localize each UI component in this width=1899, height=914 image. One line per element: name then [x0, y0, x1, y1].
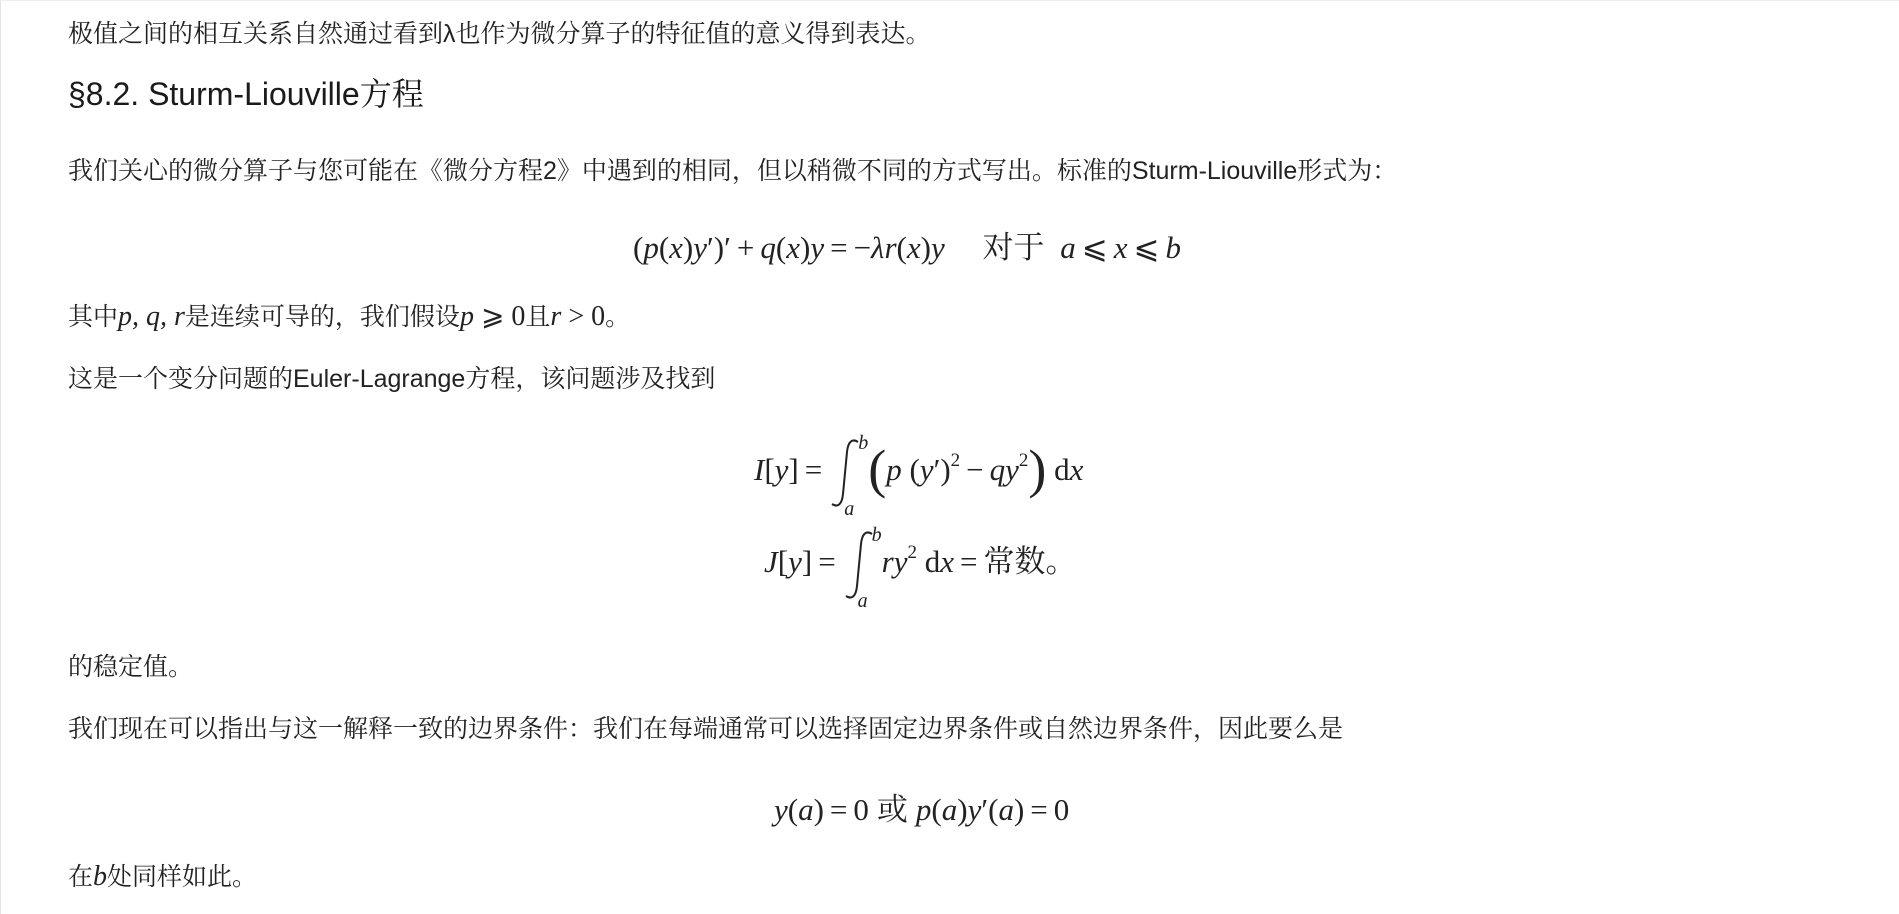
integral-sign: b a: [828, 438, 868, 508]
paragraph-assumptions: 其中p, q, r是连续可导的，我们假设p ⩾ 0且r > 0。: [68, 301, 631, 332]
page-left-border: [0, 0, 1, 914]
assumption-and: 且: [525, 303, 551, 331]
equation-functional-J: J[y] = b a $ry^2$ dx = 常数。: [764, 524, 1077, 612]
intro-paragraph: 极值之间的相互关系自然通过看到λ也作为微分算子的特征值的意义得到表达。: [68, 20, 931, 48]
paragraph-boundary-conditions: 我们现在可以指出与这一解释一致的边界条件：我们在每端通常可以选择固定边界条件或自然边界条件，因此要么是: [68, 715, 1344, 743]
math-b: b: [93, 861, 108, 892]
math-r-positive: r: [550, 301, 562, 332]
assumption-prefix: 其中: [68, 303, 119, 331]
other-end-suffix: 处同样如此。: [107, 863, 258, 891]
page-top-border: [0, 0, 1899, 1]
integral-sign: b a: [842, 530, 882, 600]
math-pqr: p, q, r: [118, 301, 185, 332]
assumption-end: 。: [605, 303, 631, 331]
math-p-nonneg: p: [459, 301, 474, 332]
other-end-prefix: 在: [68, 863, 94, 891]
equation-range-word: 对于: [982, 230, 1045, 265]
or-word: 或: [876, 792, 908, 827]
equation-sturm-liouville: (p(x)y′)′ + q(x)y = −λr(x)y 对于 a ⩽ x ⩽ b: [633, 230, 1181, 265]
paragraph-intro-operator: 我们关心的微分算子与您可能在《微分方程2》中遇到的相同，但以稍微不同的方式写出。标准的Sturm-Liouville形式为：: [68, 157, 1398, 185]
assumption-middle: 是连续可导的，我们假设: [184, 303, 460, 331]
paragraph-stationary: 的稳定值。: [68, 653, 194, 681]
section-heading: [68, 74, 424, 114]
section-number: §8.2.: [68, 76, 140, 112]
paragraph-other-end: [68, 860, 257, 894]
constant-word: 常数。: [983, 544, 1077, 580]
paragraph-euler-lagrange: 这是一个变分问题的Euler-Lagrange方程，该问题涉及找到: [68, 365, 716, 393]
section-title: Sturm-Liouville方程: [148, 76, 424, 112]
equation-functional-I: I[y] = b a (p $(y')^2 - qy^2$) dx: [754, 432, 1084, 520]
equation-boundary: y(a) = 0 或 p(a)y′(a) = 0: [774, 792, 1070, 827]
